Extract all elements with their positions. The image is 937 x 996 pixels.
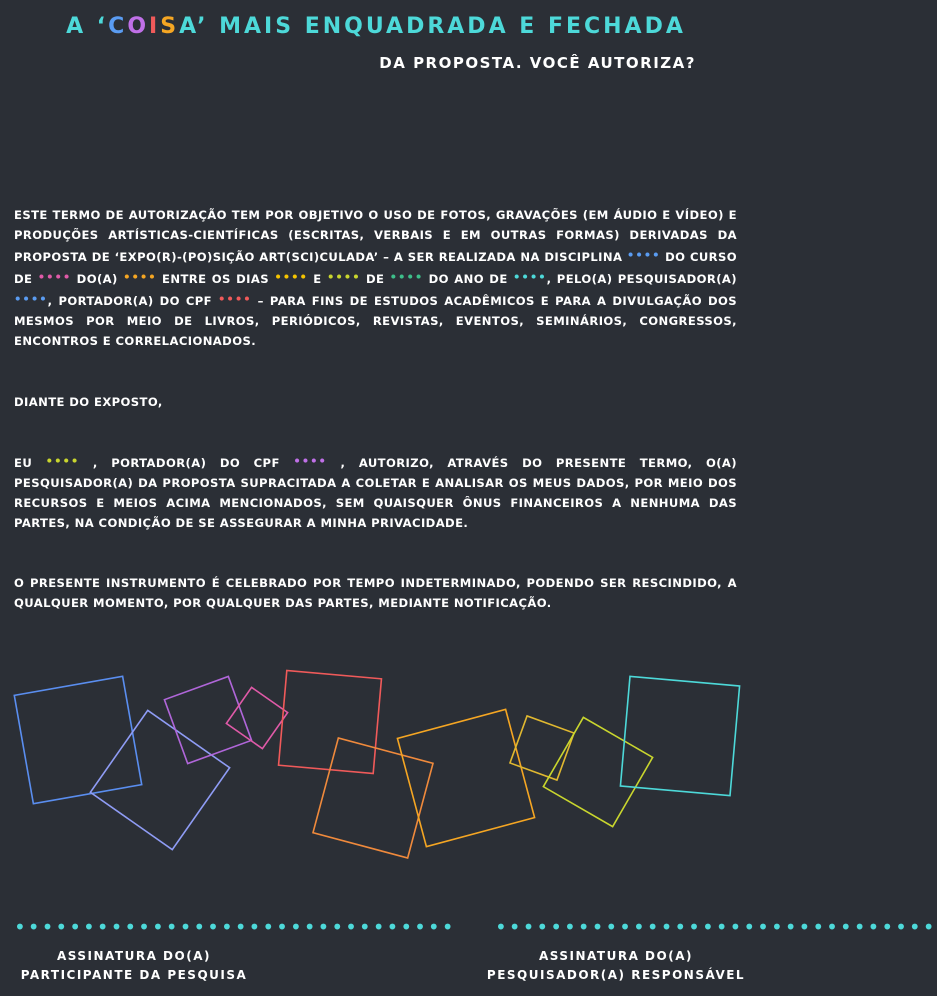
blank-field: ••••: [626, 248, 661, 262]
signature-line-researcher: ••••••••••••••••••••••••••••••••: [495, 915, 937, 939]
title-part: C: [108, 14, 128, 39]
term-text: DO ANO DE: [423, 272, 513, 286]
term-text: DO CURSO DE: [14, 250, 737, 286]
title-part: A ‘: [66, 14, 109, 39]
blank-field: ••••: [123, 270, 157, 284]
blank-field: ••••: [293, 454, 327, 468]
blank-field: ••••: [513, 270, 547, 284]
term-text: O PRESENTE INSTRUMENTO É CELEBRADO POR TEMPO INDETERMINADO, PODENDO SER RESCINDIDO, A QUALQUER MOMENTO, POR QUALQUER DAS PARTES, MEDIANTE NOTIFICAÇÃO.: [14, 576, 737, 610]
title-part: ’ MAIS ENQUADRADA E FECHADA: [197, 14, 686, 39]
signature-participant-line1: ASSINATURA DO(A): [57, 949, 211, 963]
decorative-square: [164, 676, 251, 763]
term-text: – PARA FINS DE ESTUDOS ACADÊMICOS E PARA A DIVULGAÇÃO DOS MESMOS POR MEIO DE LIVROS, PERIÓDICOS, REVISTAS, EVENTOS, SEMINÁRIOS, CONGRESSOS, ENCONTROS E CORRELACIONADOS.: [14, 294, 737, 348]
blank-field: ••••: [218, 292, 252, 306]
decorative-square: [279, 671, 382, 774]
signature-participant-line2: PARTICIPANTE DA PESQUISA: [20, 968, 248, 982]
term-text: , PELO(A) PESQUISADOR(A): [546, 272, 737, 286]
decorative-square: [397, 709, 534, 846]
decorative-square: [313, 738, 433, 858]
blank-field: ••••: [389, 270, 424, 284]
term-text: DIANTE DO EXPOSTO,: [14, 395, 163, 409]
blank-field: ••••: [14, 292, 48, 306]
term-text: E: [307, 272, 327, 286]
page-subtitle: DA PROPOSTA. VOCÊ AUTORIZA?: [379, 54, 696, 72]
blank-field: ••••: [45, 454, 80, 468]
decorative-squares: [0, 650, 752, 890]
term-text: , PORTADOR(A) DO CPF: [79, 456, 294, 470]
term-text: DO(A): [71, 272, 124, 286]
signature-researcher-line1: ASSINATURA DO(A): [539, 949, 693, 963]
blank-field: ••••: [37, 270, 72, 284]
signature-label-participant: [4, 947, 264, 985]
blank-field: ••••: [326, 270, 361, 284]
signature-label-researcher: [486, 947, 746, 985]
term-text: ENTRE OS DIAS: [156, 272, 275, 286]
term-paragraph-duration: [14, 573, 737, 613]
title-part: I: [149, 14, 161, 39]
term-paragraph-purpose: [14, 205, 737, 351]
title-part: A: [179, 14, 198, 39]
term-text: ESTE TERMO DE AUTORIZAÇÃO TEM POR OBJETIVO O USO DE FOTOS, GRAVAÇÕES (EM ÁUDIO E VÍDEO) E PRODUÇÕES ARTÍSTICAS-CIENTÍFICAS (ESCRITAS, VERBAIS E EM OUTRAS FORMAS) DERIVADAS DA PROPOSTA DE ‘EXPO(R)-(PO)SIÇÃO ART(SCI)CULADA’ – A SER REALIZADA NA DISCIPLINA: [14, 208, 737, 264]
page-title: [0, 14, 752, 40]
term-paragraph-authorization: [14, 451, 737, 533]
term-text: , PORTADOR(A) DO CPF: [47, 294, 218, 308]
term-paragraph-exposto: [14, 392, 737, 412]
term-text: DE: [360, 272, 390, 286]
title-part: O: [127, 14, 150, 39]
term-text: EU: [14, 456, 46, 470]
blank-field: ••••: [274, 270, 308, 284]
decorative-square: [510, 716, 574, 780]
title-part: S: [160, 14, 180, 39]
signature-line-participant: ••••••••••••••••••••••••••••••••: [14, 915, 456, 939]
decorative-square: [90, 710, 229, 849]
signature-researcher-line2: PESQUISADOR(A) RESPONSÁVEL: [486, 968, 746, 982]
term-text: , AUTORIZO, ATRAVÉS DO PRESENTE TERMO, O(A) PESQUISADOR(A) DA PROPOSTA SUPRACITADA A COLETAR E ANALISAR OS MEUS DADOS, POR MEIO DOS RECURSOS E MEIOS ACIMA MENCIONADOS, SEM QUAISQUER ÔNUS FINANCEIROS A NENHUMA DAS PARTES, NA CONDIÇÃO DE SE ASSEGURAR A MINHA PRIVACIDADE.: [14, 456, 738, 530]
decorative-square: [620, 676, 739, 795]
decorative-square: [14, 676, 141, 803]
